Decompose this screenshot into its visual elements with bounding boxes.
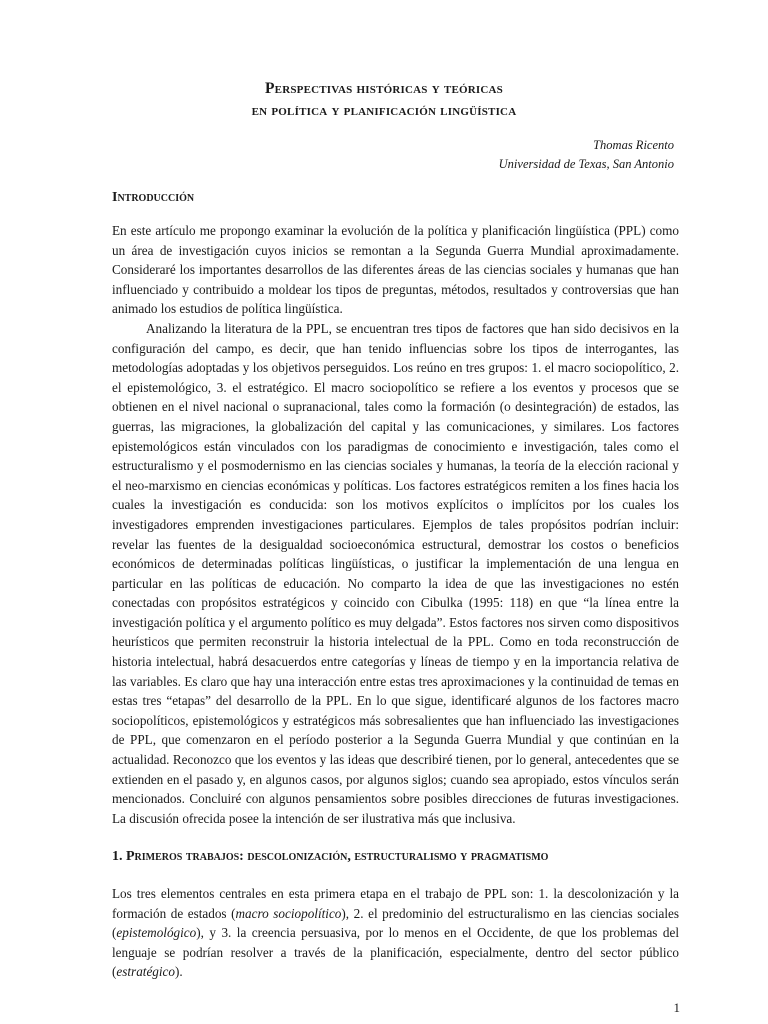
page-number: 1 [673, 1000, 680, 1015]
introduction-heading: Introducción [112, 190, 195, 205]
section-1-emphasis-epistemological: epistemológico [116, 925, 197, 941]
section-1-paragraph [112, 884, 679, 982]
author-block [499, 136, 674, 174]
introduction-body [112, 221, 679, 828]
section-1-text-b: ), 2. el predominio del estructuralismo en las ciencias sociales ( [112, 905, 679, 941]
section-1-text-d: ). [175, 964, 183, 980]
section-1-title: Primeros trabajos: descolonización, estructuralismo y pragmatismo [126, 849, 549, 864]
section-1-emphasis-macro: macro sociopolítico [235, 905, 342, 921]
section-1-emphasis-strategic: estratégico [116, 964, 176, 980]
author-name: Thomas Ricento [593, 138, 674, 152]
section-1-heading [112, 849, 548, 865]
section-1-text-c: ), y 3. la creencia persuasiva, por lo menos en el Occidente, de que los problemas del lenguaje se podrían resolver a través de la planificación, especialmente, dentro del sector público ( [112, 925, 679, 980]
section-1-number: 1. [112, 849, 123, 864]
title-line-1: Perspectivas históricas y teóricas [265, 80, 503, 97]
title-line-2: en política y planificación lingüística [251, 102, 517, 119]
section-1-body [112, 884, 679, 982]
article-title [0, 78, 768, 122]
section-1-text-a: Los tres elementos centrales en esta primera etapa en el trabajo de PPL son: 1. la descolonización y la formación de estados ( [112, 886, 679, 921]
introduction-paragraph-1: En este artículo me propongo examinar la evolución de la política y planificación lingüística (PPL) como un área de investigación cuyos inicios se remontan a la Segunda Guerra Mundial aproximadamente. Consideraré los importantes desarrollos de las diferentes áreas de las ciencias sociales y humanas que han influenciado y contribuido a moldear los tipos de preguntas, métodos, resultados y controversias que han animado los estudios de política lingüística. [112, 223, 679, 317]
author-affiliation: Universidad de Texas, San Antonio [498, 157, 674, 171]
introduction-paragraph-2: Analizando la literatura de la PPL, se encuentran tres tipos de factores que han sido decisivos en la configuración del campo, es decir, que han tenido influencias sobre los tipos de interrogantes, las metodologías adoptadas y los objetivos perseguidos. Los reúno en tres grupos: 1. el macro sociopolítico, 2. el epistemológico, 3. el estratégico. El macro sociopolítico se refiere a los eventos y procesos que se obtienen en el nivel nacional o supranacional, tales como la formación (o desintegración) de estados, las guerras, las migraciones, la globalización del capital y las comunicaciones, y similares. Los factores epistemológicos están vinculados con los paradigmas de conocimiento e investigación, tales como el estructuralismo y el posmodernismo en las ciencias sociales y humanas, la teoría de la elección racional y el neo-marxismo en ciencias económicas y políticas. Los factores estratégicos remiten a los fines hacia los cuales la investigación es conducida: son los motivos explícitos o implícitos por los cuales los investigadores emprenden investigaciones particulares. Ejemplos de tales propósitos podrían incluir: revelar las fuentes de la desigualdad socioeconómica estructural, demostrar los costos o beneficios económicos de determinadas políticas lingüísticas, o justificar la implementación de una lengua en particular en las políticas de educación. No comparto la idea de que las investigaciones no estén conectadas con propósitos estratégicos y coincido con Cibulka (1995: 118) en que “la línea entre la investigación política y el argumento político es muy delgada”. Estos factores nos sirven como dispositivos heurísticos que permiten reconstruir la historia intelectual de la PPL. Como en toda reconstrucción de historia intelectual, habrá desacuerdos entre categorías y líneas de tiempo y en la importancia relativa de las variables. Es claro que hay una interacción entre estas tres aproximaciones y la continuidad de temas en estas tres “etapas” del desarrollo de la PPL. En lo que sigue, identificaré algunos de los factores macro sociopolíticos, epistemológicos y estratégicos más sobresalientes que han influenciado las investigaciones de PPL, que comenzaron en el período posterior a la Segunda Guerra Mundial y que continúan en la actualidad. Reconozco que los eventos y las ideas que describiré tienen, por lo general, antecedentes que se extienden en el pasado y, en algunos casos, por algunos siglos; cuando sea apropiado, estos vínculos serán mencionados. Concluiré con algunos pensamientos sobre posibles direcciones de futuras investigaciones. La discusión ofrecida posee la intención de ser ilustrativa más que inclusiva. [112, 320, 679, 826]
